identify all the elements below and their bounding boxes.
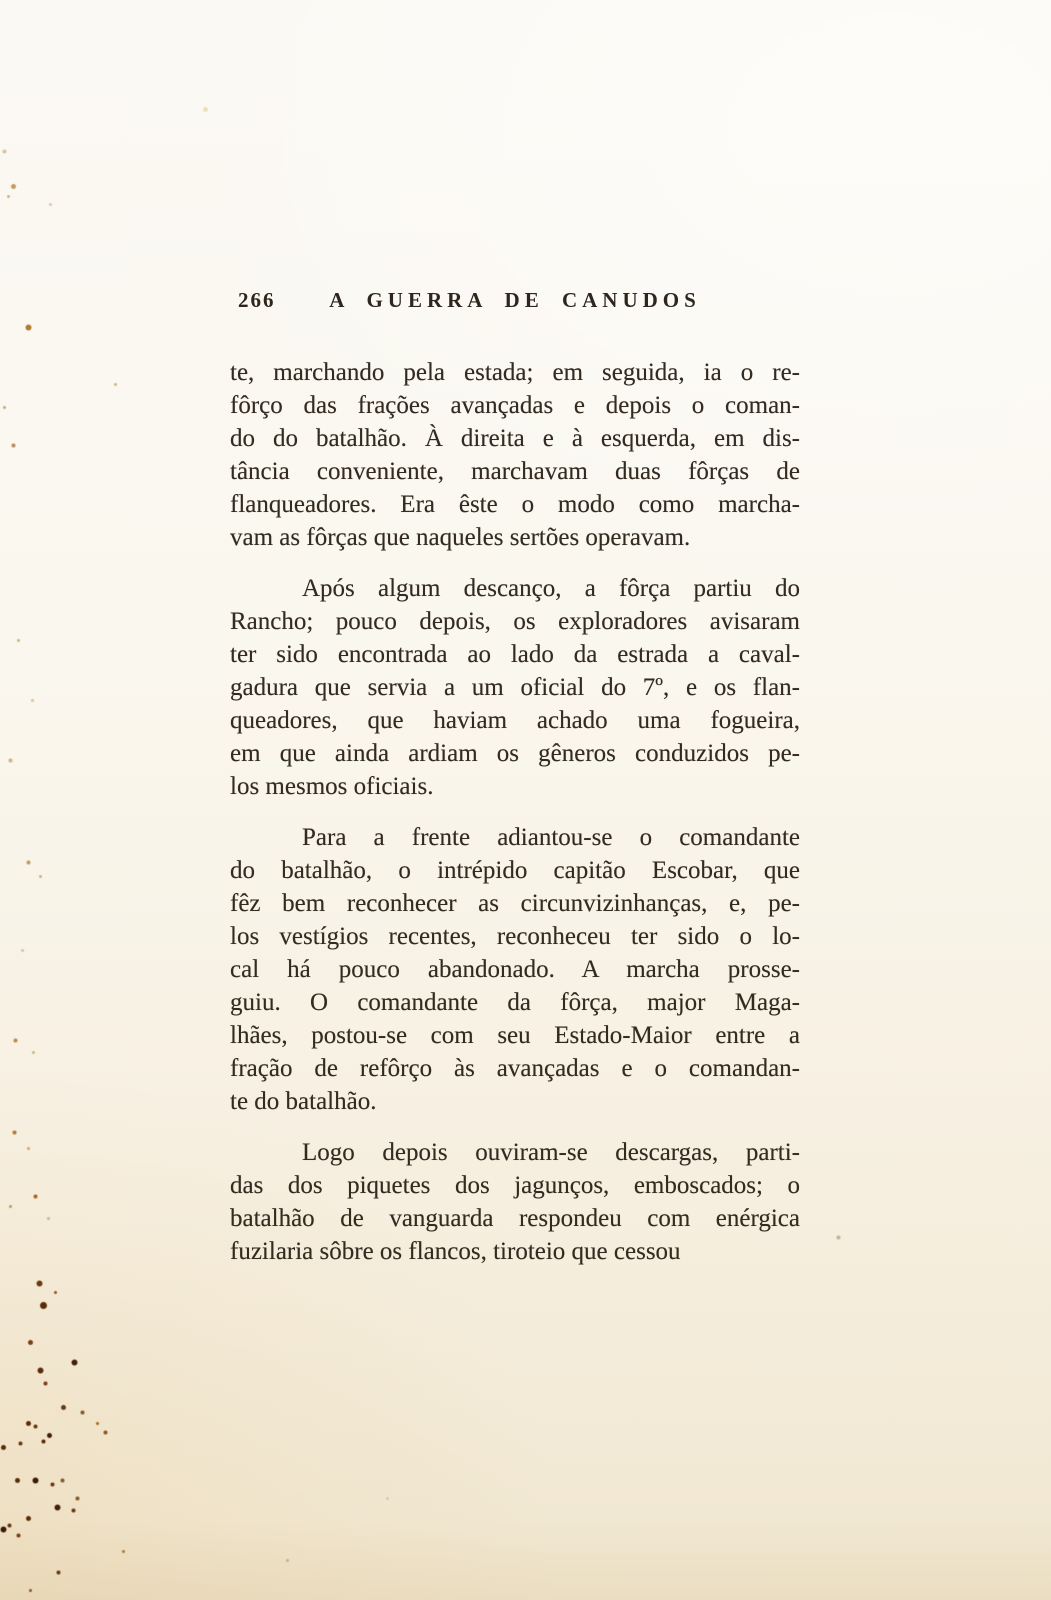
page-number: 266 — [238, 288, 276, 312]
foxing-specks — [0, 0, 3, 3]
text-line: guiu. O comandante da fôrça, major Maga- — [230, 989, 800, 1016]
paragraph-1 — [230, 356, 800, 554]
text-line: Logo depois ouviram-se descargas, parti- — [302, 1139, 800, 1166]
text-line: queadores, que haviam achado uma fogueira, — [230, 707, 800, 734]
text-line: tância conveniente, marchavam duas fôrças de — [230, 458, 800, 485]
text-line: fuzilaria sôbre os flancos, tiroteio que cessou — [230, 1238, 681, 1265]
text-line: batalhão de vanguarda respondeu com enérgica — [230, 1205, 800, 1232]
text-line: fêz bem reconhecer as circunvizinhanças, e, pe- — [230, 890, 800, 917]
text-line: do do batalhão. À direita e à esquerda, em dis- — [230, 425, 800, 452]
text-line: vam as fôrças que naqueles sertões operavam. — [230, 524, 691, 551]
text-line: gadura que servia a um oficial do 7º, e os flan- — [230, 674, 800, 701]
paragraph-2 — [230, 572, 800, 803]
text-line: do batalhão, o intrépido capitão Escobar, que — [230, 857, 800, 884]
text-line: te do batalhão. — [230, 1088, 377, 1115]
text-line: flanqueadores. Era êste o modo como marcha- — [230, 491, 800, 518]
paragraph-4 — [230, 1136, 800, 1268]
text-line: fôrço das frações avançadas e depois o coman- — [230, 392, 800, 419]
text-line: Após algum descanço, a fôrça partiu do — [302, 575, 800, 602]
text-line: das dos piquetes dos jagunços, emboscados; o — [230, 1172, 800, 1199]
page-body — [230, 356, 800, 1268]
text-line: fração de refôrço às avançadas e o comandan- — [230, 1055, 800, 1082]
text-line: ter sido encontrada ao lado da estrada a caval- — [230, 641, 800, 668]
text-line: Para a frente adiantou-se o comandante — [302, 824, 800, 851]
text-line: los vestígios recentes, reconheceu ter sido o lo- — [230, 923, 800, 950]
text-line: em que ainda ardiam os gêneros conduzidos pe- — [230, 740, 800, 767]
text-line: los mesmos oficiais. — [230, 773, 434, 800]
text-line: lhães, postou-se com seu Estado-Maior entre a — [230, 1022, 800, 1049]
text-line: cal há pouco abandonado. A marcha prosse- — [230, 956, 800, 983]
running-title: A GUERRA DE CANUDOS — [329, 288, 701, 312]
paragraph-3 — [230, 821, 800, 1118]
text-line: Rancho; pouco depois, os exploradores avisaram — [230, 608, 800, 635]
ink-stains — [0, 0, 3, 3]
page-header — [230, 288, 800, 316]
text-line: te, marchando pela estada; em seguida, ia o re- — [230, 359, 800, 386]
